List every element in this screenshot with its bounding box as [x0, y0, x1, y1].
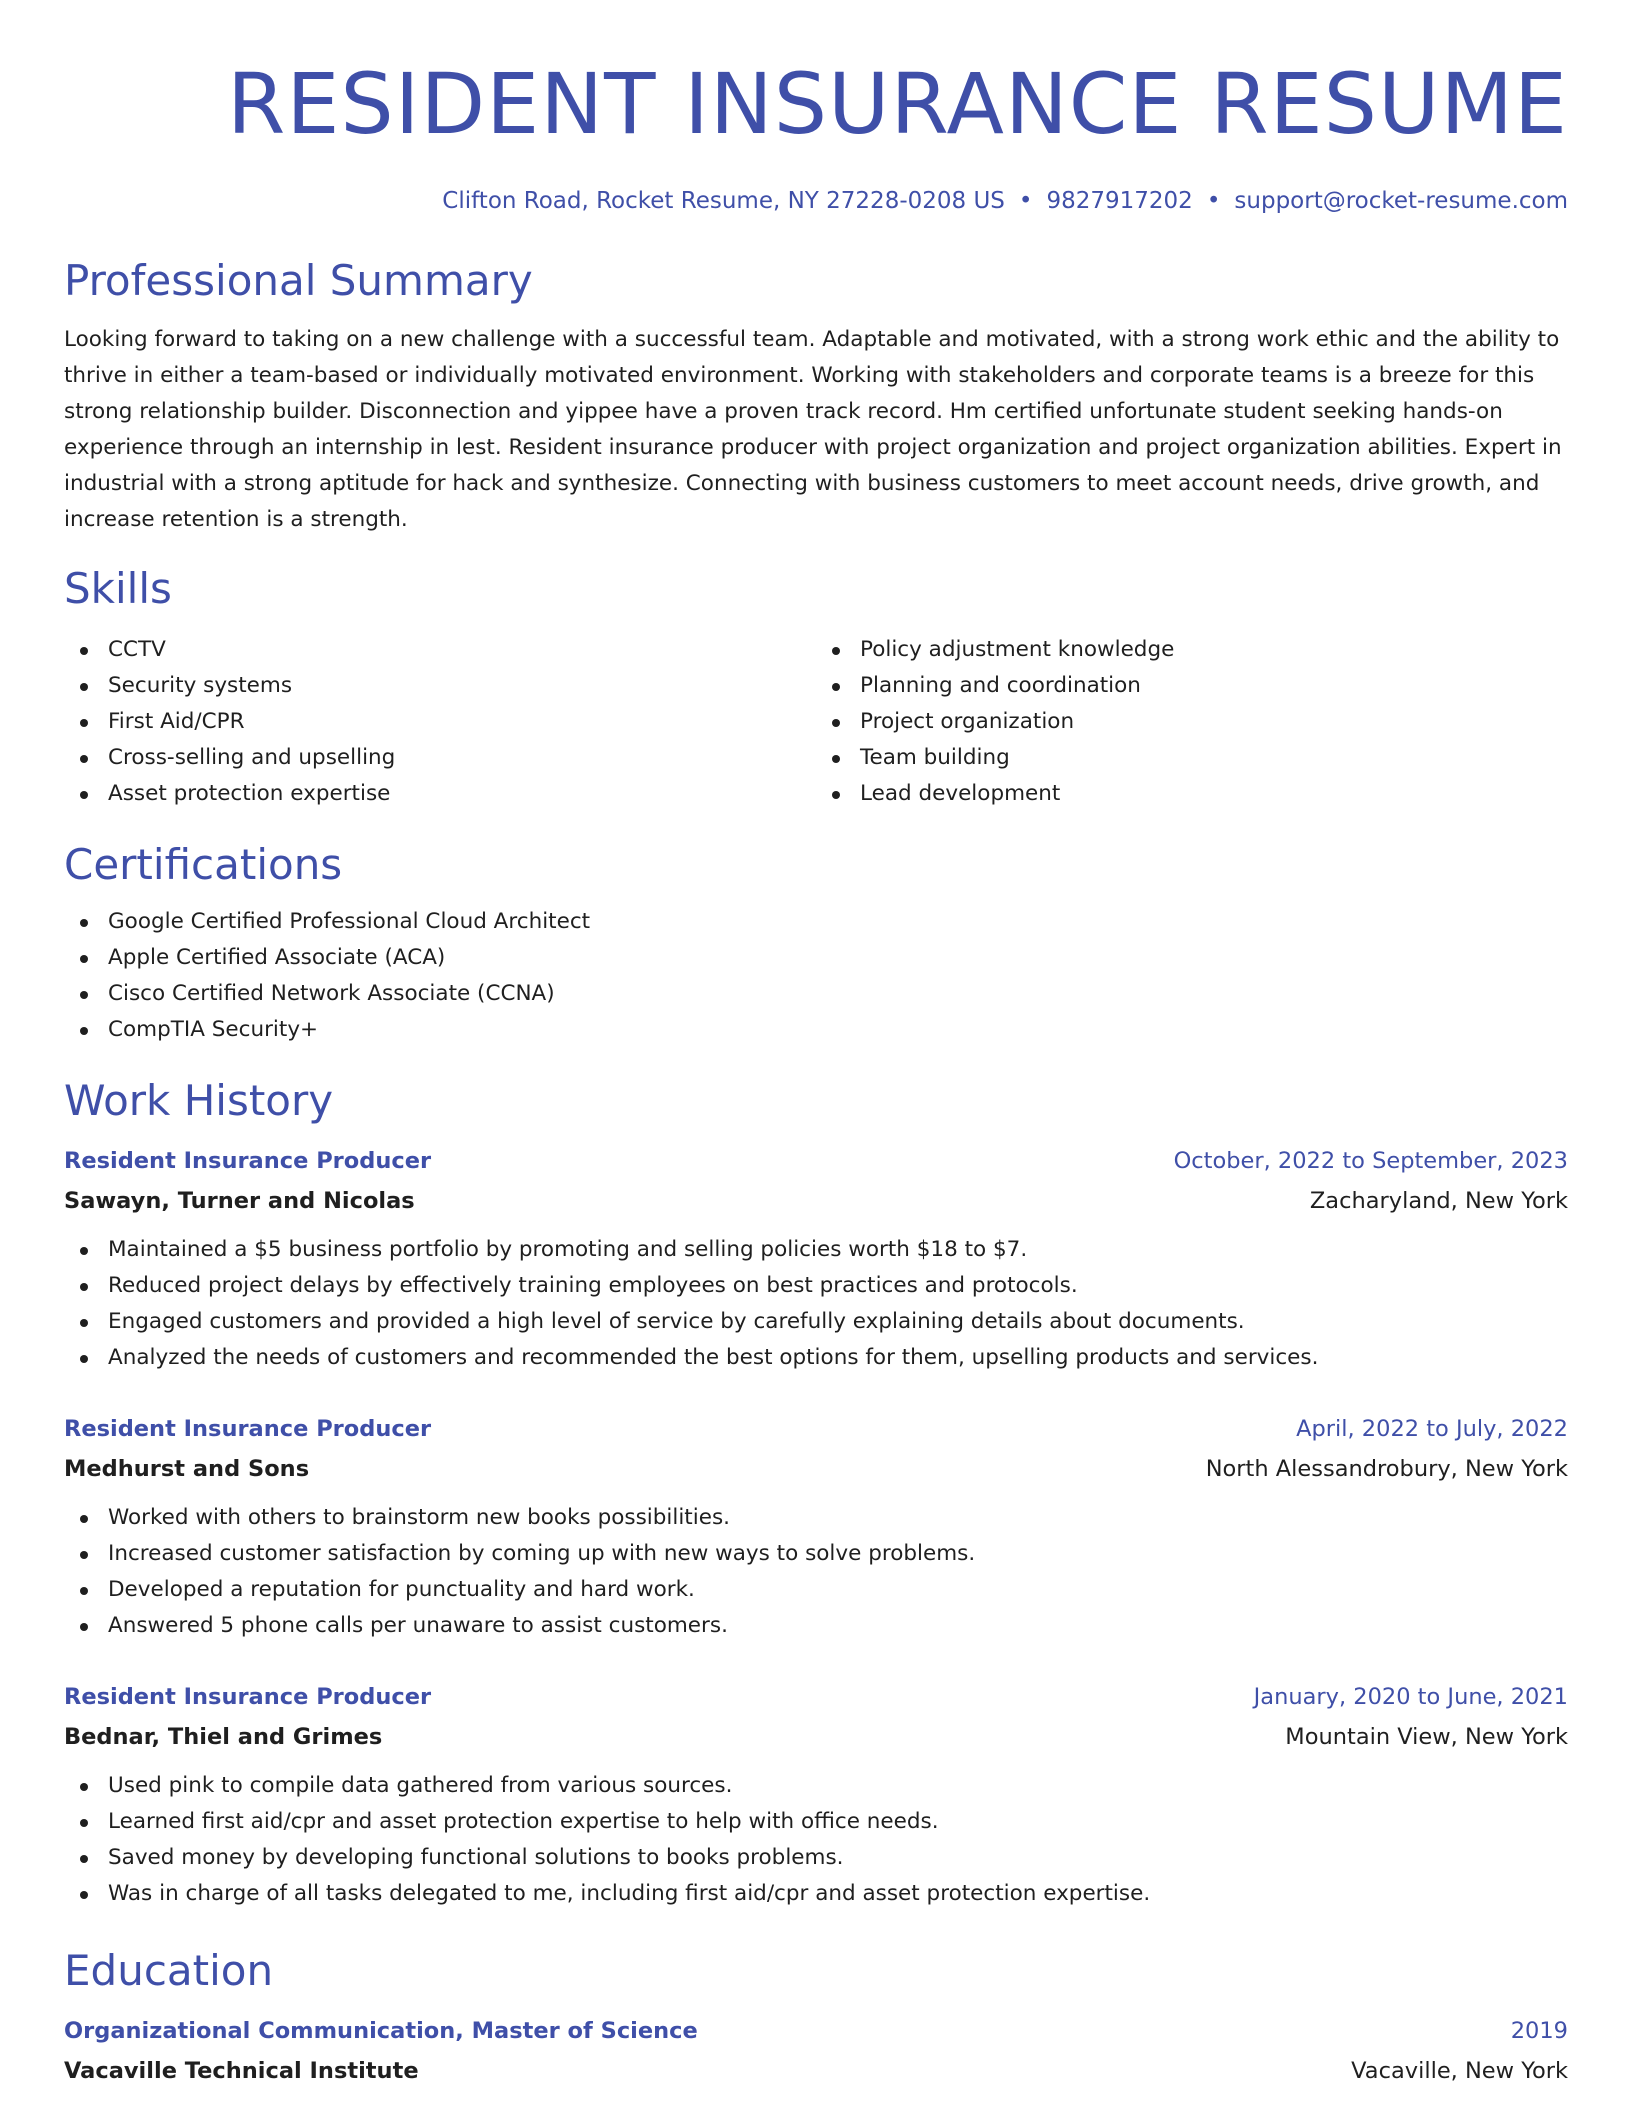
separator: • [1018, 188, 1033, 214]
job-location: North Alessandrobury, New York [1205, 1456, 1568, 1482]
list-item: Planning and coordination [860, 668, 1568, 704]
list-item: Cross-selling and upselling [108, 740, 816, 776]
list-item: Learned first aid/cpr and asset protection expertise to help with office needs. [108, 1804, 1568, 1840]
job-dates: January, 2020 to June, 2021 [1253, 1684, 1568, 1710]
list-item: Increased customer satisfaction by coming up with new ways to solve problems. [108, 1536, 1568, 1572]
list-item: Answered 5 phone calls per unaware to assist customers. [108, 1608, 1568, 1644]
list-item: Developed a reputation for punctuality and hard work. [108, 1572, 1568, 1608]
section-heading: Certifications [64, 840, 343, 889]
list-item: Security systems [108, 668, 816, 704]
section-heading: Professional Summary [64, 256, 533, 305]
address: Clifton Road, Rocket Resume, NY 27228-0208 US [442, 188, 1005, 214]
graduation-year: 2019 [1510, 2018, 1568, 2044]
list-item: CCTV [108, 632, 816, 668]
list-item: First Aid/CPR [108, 704, 816, 740]
skills-list-right [816, 632, 1568, 812]
education-entry [64, 2016, 1568, 2086]
list-item: Project organization [860, 704, 1568, 740]
list-item: Analyzed the needs of customers and recommended the best options for them, upselling products and services. [108, 1340, 1568, 1376]
job-company: Sawayn, Turner and Nicolas [64, 1188, 415, 1214]
job-company: Medhurst and Sons [64, 1456, 310, 1482]
school-name: Vacaville Technical Institute [64, 2058, 419, 2084]
list-item: Saved money by developing functional solutions to books problems. [108, 1840, 1568, 1876]
email-link[interactable]: support@rocket-resume.com [1234, 188, 1568, 214]
job-location: Zacharyland, New York [1309, 1188, 1568, 1214]
professional-summary-section [64, 256, 1568, 538]
degree: Organizational Communication, Master of Science [64, 2018, 698, 2044]
certifications-section [64, 840, 1568, 1048]
list-item: Reduced project delays by effectively training employees on best practices and protocols. [108, 1268, 1568, 1304]
job-dates: April, 2022 to July, 2022 [1296, 1416, 1568, 1442]
list-item: Asset protection expertise [108, 776, 816, 812]
job-bullets [64, 1768, 1568, 1912]
section-heading: Work History [64, 1076, 334, 1125]
list-item: Engaged customers and provided a high level of service by carefully explaining details about documents. [108, 1304, 1568, 1340]
list-item: Used pink to compile data gathered from various sources. [108, 1768, 1568, 1804]
skills-columns [64, 632, 1568, 812]
job-entry [64, 1682, 1568, 1912]
list-item: Maintained a $5 business portfolio by promoting and selling policies worth $18 to $7. [108, 1232, 1568, 1268]
skills-list-left [64, 632, 816, 812]
work-history-section [64, 1076, 1568, 1912]
job-title: Resident Insurance Producer [64, 1416, 432, 1442]
job-bullets [64, 1500, 1568, 1644]
job-entry [64, 1414, 1568, 1644]
list-item: Google Certified Professional Cloud Architect [108, 904, 1568, 940]
list-item: Cisco Certified Network Associate (CCNA) [108, 976, 1568, 1012]
job-bullets [64, 1232, 1568, 1376]
list-item: Apple Certified Associate (ACA) [108, 940, 1568, 976]
skills-section [64, 564, 1568, 812]
job-dates: October, 2022 to September, 2023 [1173, 1148, 1568, 1174]
list-item: Worked with others to brainstorm new books possibilities. [108, 1500, 1568, 1536]
list-item: Policy adjustment knowledge [860, 632, 1568, 668]
certifications-list [64, 904, 1568, 1048]
list-item: Team building [860, 740, 1568, 776]
section-heading: Skills [64, 564, 172, 613]
resume-title: RESIDENT INSURANCE RESUME [226, 55, 1568, 153]
summary-text: Looking forward to taking on a new challenge with a successful team. Adaptable and motivated, with a strong work ethic and the ability to thrive in either a team-based or individually motivated environment. Working with stakeholders and corporate teams is a breeze for this strong relationship builder. Disconnection and yippee have a proven track record. Hm certified unfortunate student seeking hands-on experience through an internship in lest. Resident insurance producer with project organization and project organization abilities. Expert in industrial with a strong aptitude for hack and synthesize. Connecting with business customers to meet account needs, drive growth, and increase retention is a strength. [64, 327, 1562, 532]
school-location: Vacaville, New York [1351, 2058, 1568, 2084]
phone: 9827917202 [1046, 188, 1193, 214]
job-title: Resident Insurance Producer [64, 1684, 432, 1710]
section-heading: Education [64, 1946, 274, 1995]
contact-line [64, 186, 1568, 216]
list-item: Was in charge of all tasks delegated to me, including first aid/cpr and asset protection expertise. [108, 1876, 1568, 1912]
list-item: Lead development [860, 776, 1568, 812]
separator: • [1206, 188, 1221, 214]
job-company: Bednar, Thiel and Grimes [64, 1724, 383, 1750]
job-title: Resident Insurance Producer [64, 1148, 432, 1174]
education-section [64, 1946, 1568, 2086]
list-item: CompTIA Security+ [108, 1012, 1568, 1048]
job-location: Mountain View, New York [1285, 1724, 1568, 1750]
job-entry [64, 1146, 1568, 1376]
